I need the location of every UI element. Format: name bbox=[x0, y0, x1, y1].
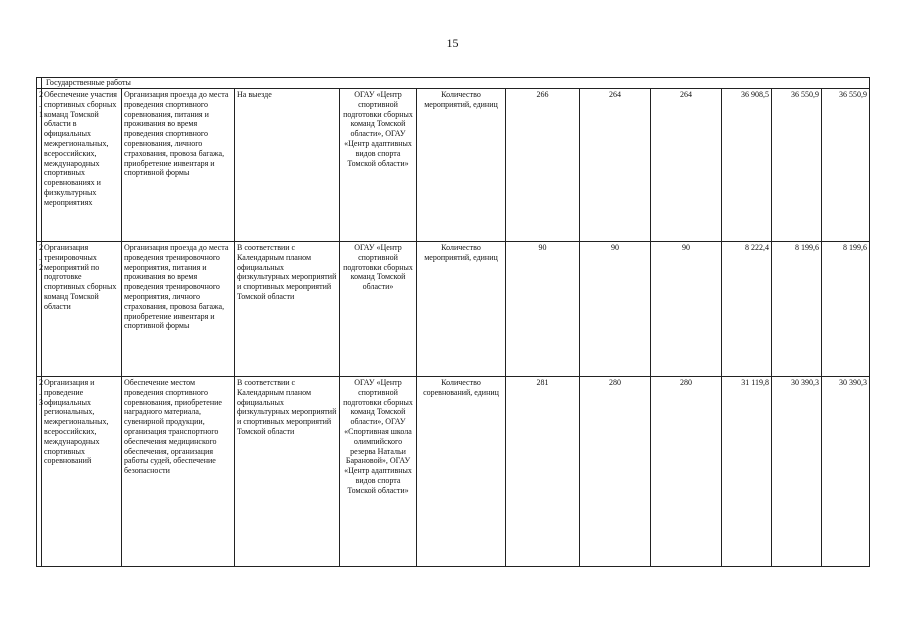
finance-value-1: 31 119,8 bbox=[722, 377, 772, 567]
volume-value-1: 281 bbox=[506, 377, 580, 567]
finance-value-1: 36 908,5 bbox=[722, 89, 772, 242]
work-conditions: На выезде bbox=[235, 89, 340, 242]
work-performer: ОГАУ «Центр спортивной подготовки сборных команд Томской области» bbox=[340, 242, 417, 377]
volume-value-2: 264 bbox=[580, 89, 651, 242]
work-conditions: В соответствии с Календарным планом официальных физкультурных мероприятий и спортивных мероприятий Томской области bbox=[235, 377, 340, 567]
table-row bbox=[37, 377, 870, 567]
finance-value-2: 8 199,6 bbox=[772, 242, 822, 377]
section-title: Государственные работы bbox=[42, 78, 870, 89]
table-row bbox=[37, 242, 870, 377]
volume-indicator: Количество соревнований, единиц bbox=[417, 377, 506, 567]
volume-value-3: 280 bbox=[651, 377, 722, 567]
volume-indicator: Количество мероприятий, единиц bbox=[417, 89, 506, 242]
row-number: 2.3 bbox=[37, 377, 42, 567]
volume-value-1: 266 bbox=[506, 89, 580, 242]
finance-value-1: 8 222,4 bbox=[722, 242, 772, 377]
volume-value-3: 90 bbox=[651, 242, 722, 377]
work-performer: ОГАУ «Центр спортивной подготовки сборных команд Томской области», ОГАУ «Спортивная школа олимпийского резерва Натальи Барановой», ОГАУ «Центр адаптивных видов спорта Томской области» bbox=[340, 377, 417, 567]
row-number: 2.2 bbox=[37, 242, 42, 377]
finance-value-3: 8 199,6 bbox=[822, 242, 870, 377]
finance-value-2: 36 550,9 bbox=[772, 89, 822, 242]
volume-value-2: 280 bbox=[580, 377, 651, 567]
work-name: Организация и проведение официальных региональных, межрегиональных, всероссийских, международных спортивных соревнований bbox=[42, 377, 122, 567]
volume-indicator: Количество мероприятий, единиц bbox=[417, 242, 506, 377]
volume-value-2: 90 bbox=[580, 242, 651, 377]
work-content: Обеспечение местом проведения спортивного соревнования, приобретение наградного материала, сувенирной продукции, организация транспортного обеспечения медицинского обеспечения, организация работы судей, обеспечение безопасности bbox=[122, 377, 235, 567]
row-number: 2.1 bbox=[37, 89, 42, 242]
finance-value-3: 30 390,3 bbox=[822, 377, 870, 567]
work-performer: ОГАУ «Центр спортивной подготовки сборных команд Томской области», ОГАУ «Центр адаптивных видов спорта Томской области» bbox=[340, 89, 417, 242]
work-conditions: В соответствии с Календарным планом официальных физкультурных мероприятий и спортивных мероприятий Томской области bbox=[235, 242, 340, 377]
work-name: Обеспечение участия спортивных сборных команд Томской области в официальных межрегиональных, всероссийских, международных спортивных соревнованиях и физкультурных мероприятиях bbox=[42, 89, 122, 242]
state-works-table bbox=[36, 77, 870, 567]
work-content: Организация проезда до места проведения спортивного соревнования, питания и проживания во время проведения спортивного соревнования, личного страхования, провоза багажа, приобретение инвентаря и спортивной формы bbox=[122, 89, 235, 242]
section-row bbox=[37, 78, 870, 89]
page-number: 15 bbox=[446, 36, 459, 50]
table-row bbox=[37, 89, 870, 242]
work-content: Организация проезда до места проведения тренировочного мероприятия, питания и проживания во время проведения тренировочного мероприятия, личного страхования, провоза багажа, приобретение инвентаря и спортивной формы bbox=[122, 242, 235, 377]
volume-value-1: 90 bbox=[506, 242, 580, 377]
finance-value-2: 30 390,3 bbox=[772, 377, 822, 567]
finance-value-3: 36 550,9 bbox=[822, 89, 870, 242]
work-name: Организация тренировочных мероприятий по подготовке спортивных сборных команд Томской области bbox=[42, 242, 122, 377]
volume-value-3: 264 bbox=[651, 89, 722, 242]
